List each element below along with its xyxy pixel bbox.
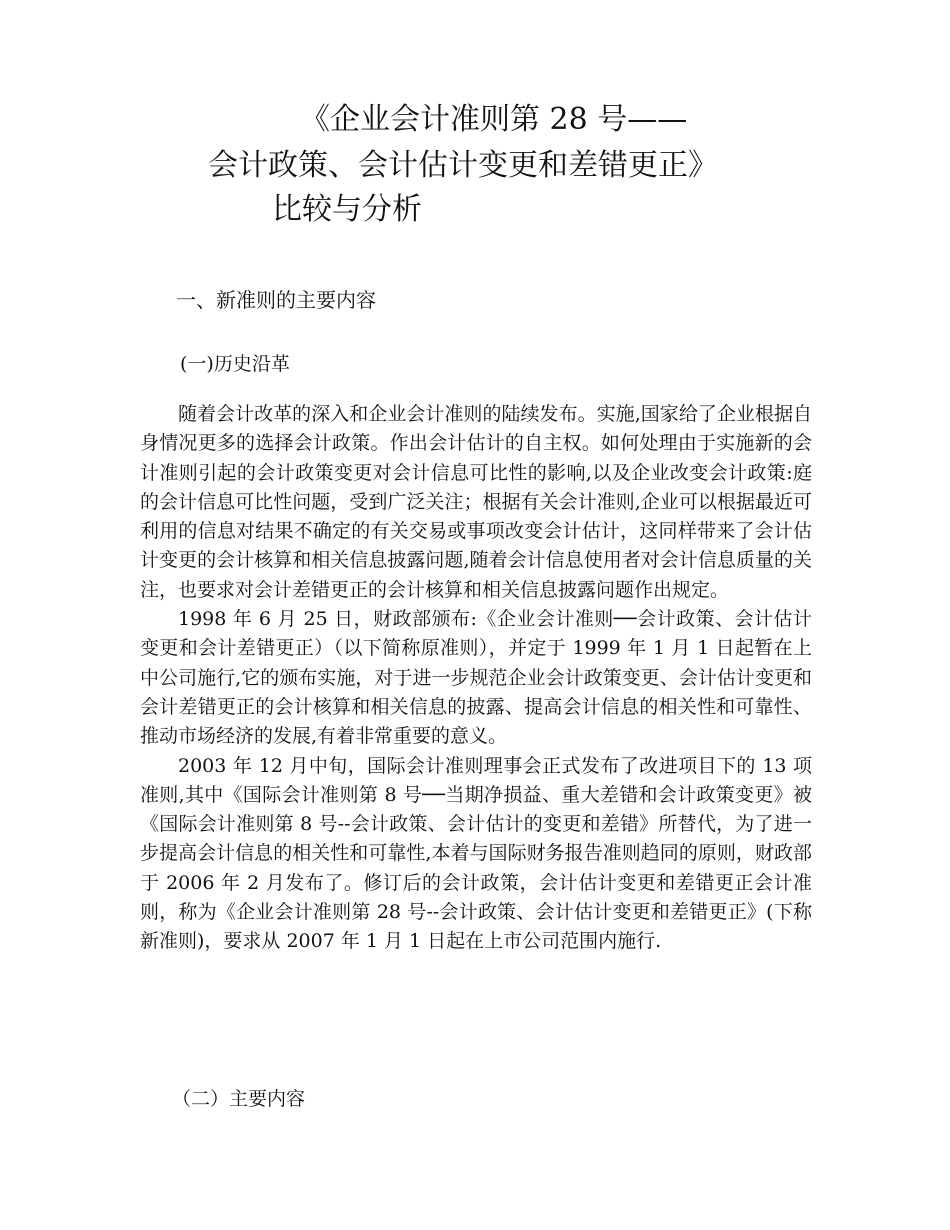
subsection-heading-history: (一)历史沿革: [180, 353, 290, 375]
subsection-heading-main-content: （二）主要内容: [172, 1088, 306, 1110]
title-line-1: 《企业会计准则第 28 号——: [300, 102, 688, 137]
paragraph-1: 随着会计改革的深入和企业会计准则的陆续发布。实施,国家给了企业根据自身情况更多的选择会计政策。作出会计估计的自主权。如何处理由于实施新的会计准则引起的会计政策变更对会计信息可比性的影响,以及企业改变会计政策:庭的会计信息可比性问题，受到广泛关注；根据有关会计准则,企业可以根据最近可利用的信息对结果不确定的有关交易或事项改变会计估计，这同样带来了会计估计变更的会计核算和相关信息披露问题,随着会计信息使用者对会计信息质量的关注，也要求对会计差错更正的会计核算和相关信息披露问题作出规定。: [140, 403, 812, 601]
paragraph-2: 1998 年 6 月 25 日，财政部颁布:《企业会计准则──会计政策、会计估计变更和会计差错更正）（以下简称原准则），并定于 1999 年 1 月 1 日起暂在上中公司施行,它的颁布实施，对于进一步规范企业会计政策变更、会计估计变更和会计差错更正的会计核算和相关信息的披露、提高会计信息的相关性和可靠性、推动市场经济的发展,有着非常重要的意义。: [140, 608, 812, 748]
body-text: [140, 400, 812, 957]
paragraph-3: 2003 年 12 月中旬，国际会计准则理事会正式发布了改进项目下的 13 项准则,其中《国际会计准则第 8 号──当期净损益、重大差错和会计政策变更》被《国际会计准则第 8 号--会计政策、会计估计的变更和差错》所替代，为了进一步提高会计信息的相关性和可靠性,本着与国际财务报告准则趋同的原则，财政部于 2006 年 2 月发布了。修订后的会计政策，会计估计变更和差错更正会计准则，称为《企业会计准则第 28 号--会计政策、会计估计变更和差错更正》(下称新准则)，要求从 2007 年 1 月 1 日起在上市公司范围内施行.: [140, 754, 812, 953]
section-heading: 一、新准则的主要内容: [176, 288, 376, 312]
title-line-3: 比较与分析: [272, 192, 422, 227]
title-line-2: 会计政策、会计估计变更和差错更正》: [208, 148, 718, 183]
